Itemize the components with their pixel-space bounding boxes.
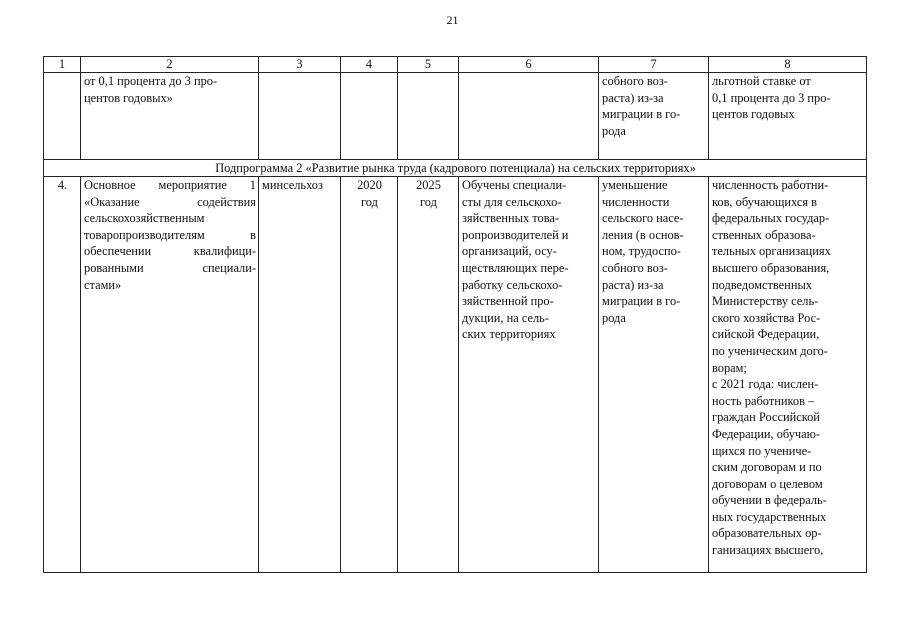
cell-end [398, 73, 459, 160]
text-line: ном, трудоспо- [602, 244, 681, 259]
cell-indicator [709, 73, 867, 160]
text-line: собного воз- [602, 260, 668, 275]
text-line: от 0,1 процента до 3 про- [84, 74, 218, 88]
column-header: 7 [599, 57, 709, 73]
text-line: сельскохозяйственным [84, 211, 205, 226]
row-number: 4. [44, 177, 81, 573]
text-line: ских территориях [462, 327, 556, 342]
text-line: сийской Федерации, [712, 327, 820, 342]
text-line: Обучены специали- [462, 178, 567, 192]
cell-consequences [599, 73, 709, 160]
column-header: 5 [398, 57, 459, 73]
text-line: 2025 [416, 178, 441, 192]
text-line: с 2021 года: числен- [712, 377, 819, 392]
text-line: федеральных государ- [712, 211, 830, 226]
column-header: 4 [341, 57, 398, 73]
text-line: год [420, 194, 437, 209]
column-header: 6 [459, 57, 599, 73]
text-line: уменьшение [602, 178, 668, 192]
cell-result [459, 73, 599, 160]
subprogram-row [44, 160, 867, 177]
text-line: ков, обучающихся в [712, 194, 817, 209]
cell-measure [81, 73, 259, 160]
text-line: ским договорам и по [712, 460, 822, 475]
text-line: ворам; [712, 360, 747, 375]
continuation-row [44, 73, 867, 160]
cell-measure [81, 177, 259, 573]
text-line: Федерации, обучаю- [712, 426, 821, 441]
text-line: миграции в го- [602, 294, 681, 309]
cell-consequences [599, 177, 709, 573]
text-line: по ученическим дого- [712, 343, 828, 358]
text-line: льготной ставке от [712, 74, 811, 88]
text-line: тельных организациях [712, 244, 831, 259]
cell-indicator [709, 177, 867, 573]
text-line: договорам о целевом [712, 476, 823, 491]
cell-executor: минсельхоз [259, 177, 341, 573]
subprogram-title: Подпрограмма 2 «Развитие рынка труда (кадрового потенциала) на сельских территориях» [44, 160, 867, 177]
text-line: численность работни- [712, 178, 829, 192]
text-line: сты для сельскохо- [462, 194, 562, 209]
column-header: 2 [81, 57, 259, 73]
text-line: зяйственной про- [462, 294, 554, 309]
text-line: Основное мероприятие 1 [84, 178, 256, 192]
text-line: ганизациях высшего, [712, 543, 824, 558]
text-line: центов годовых» [84, 90, 173, 105]
text-line: рода [602, 310, 626, 325]
text-line: граждан Российской [712, 410, 820, 425]
text-line: собного воз- [602, 74, 668, 88]
text-line: зяйственных това- [462, 211, 560, 226]
cell-result [459, 177, 599, 573]
column-header: 1 [44, 57, 81, 73]
text-line: рода [602, 123, 626, 138]
text-line: организаций, осу- [462, 244, 557, 259]
text-line: работку сельскохо- [462, 277, 563, 292]
measures-table [43, 56, 867, 573]
text-line: подведомственных [712, 277, 812, 292]
text-line: год [361, 194, 378, 209]
text-line: ществляющих пере- [462, 260, 569, 275]
text-line: ского хозяйства Рос- [712, 310, 821, 325]
text-line: сельского насе- [602, 211, 684, 226]
text-line: стами» [84, 277, 122, 292]
text-line: щихся по учениче- [712, 443, 812, 458]
text-line: центов годовых [712, 107, 795, 122]
text-line: образовательных ор- [712, 526, 822, 541]
text-line: ность работников – [712, 393, 815, 408]
text-line: обучении в федераль- [712, 493, 827, 508]
text-line: ления (в основ- [602, 227, 684, 242]
cell-end [398, 177, 459, 573]
text-line: ропроизводителей и [462, 227, 569, 242]
text-line: обеспечении квалифици- [84, 244, 256, 259]
text-line: высшего образования, [712, 260, 830, 275]
column-header: 8 [709, 57, 867, 73]
column-header: 3 [259, 57, 341, 73]
text-line: раста) из-за [602, 90, 664, 105]
text-line: рованными специали- [84, 260, 256, 275]
cell-start [341, 177, 398, 573]
page-number: 21 [446, 13, 459, 27]
text-line: 2020 [357, 178, 382, 192]
measure-row-4 [44, 177, 867, 573]
text-line: ных государственных [712, 509, 827, 524]
text-line: «Оказание содействия [84, 194, 256, 209]
text-line: Министерству сель- [712, 294, 819, 309]
text-line: товаропроизводителям в [84, 227, 256, 242]
text-line: 0,1 процента до 3 про- [712, 90, 831, 105]
text-line: миграции в го- [602, 107, 681, 122]
text-line: дукции, на сель- [462, 310, 549, 325]
cell-number [44, 73, 81, 160]
cell-start [341, 73, 398, 160]
cell-executor [259, 73, 341, 160]
text-line: ственных образова- [712, 227, 816, 242]
text-line: численности [602, 194, 670, 209]
text-line: раста) из-за [602, 277, 664, 292]
column-number-row [44, 57, 867, 73]
